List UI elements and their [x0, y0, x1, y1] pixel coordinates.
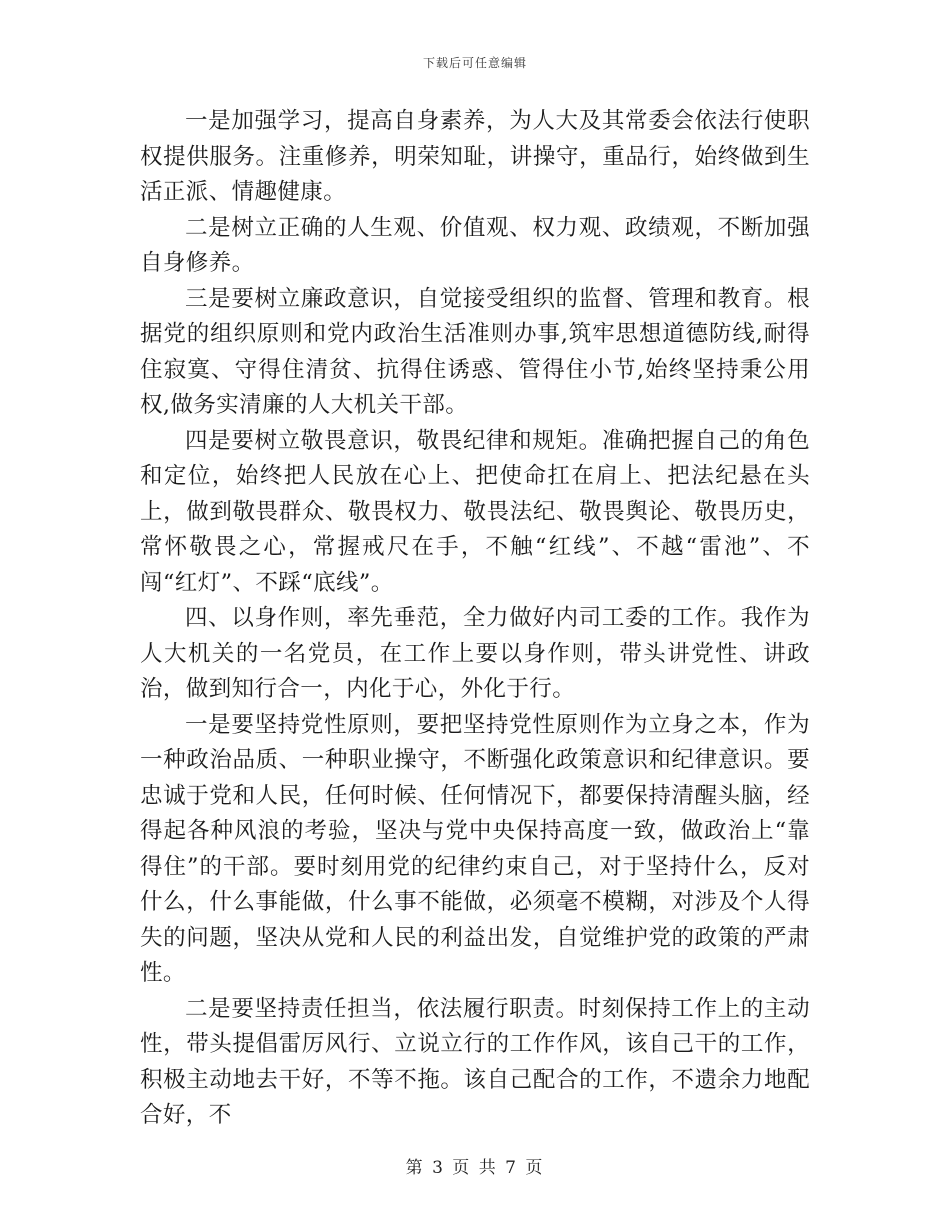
header-note: 下载后可任意编辑 — [422, 56, 527, 70]
paragraph: 一是加强学习，提高自身素养，为人大及其常委会依法行使职权提供服务。注重修养，明荣知耻，讲操守，重品行，始终做到生活正派、情趣健康。 — [140, 108, 810, 205]
paragraph: 二是树立正确的人生观、价值观、权力观、政绩观，不断加强自身修养。 — [140, 214, 810, 276]
paragraph: 四、以身作则，率先垂范，全力做好内司工委的工作。我作为人大机关的一名党员，在工作上要以身作则，带头讲党性、讲政治，做到知行合一，内化于心，外化于行。 — [140, 605, 810, 702]
paragraph: 一是要坚持党性原则，要把坚持党性原则作为立身之本，作为一种政治品质、一种职业操守，不断强化政策意识和纪律意识。要忠诚于党和人民，任何时候、任何情况下，都要保持清醒头脑，经得起各种风浪的考验，坚决与党中央保持高度一致，做政治上“靠得住”的干部。要时刻用党的纪律约束自己，对于坚持什么，反对什么，什么事能做，什么事不能做，必须毫不模糊，对涉及个人得失的问题，坚决从党和人民的利益出发，自觉维护党的政策的严肃性。 — [140, 711, 810, 986]
paragraph: 二是要坚持责任担当，依法履行职责。时刻保持工作上的主动性，带头提倡雷厉风行、立说立行的工作作风，该自己干的工作，积极主动地去干好，不等不拖。该自己配合的工作，不遗余力地配合好，不 — [140, 995, 810, 1128]
page-number-footer: 第 3 页 共 7 页 — [405, 1158, 545, 1178]
document-body — [140, 104, 810, 1134]
paragraph: 四是要树立敬畏意识，敬畏纪律和规矩。准确把握自己的角色和定位，始终把人民放在心上、把使命扛在肩上、把法纪悬在头上，做到敬畏群众、敬畏权力、敬畏法纪、敬畏舆论、敬畏历史，常怀敬畏之心，常握戒尺在手，不触“红线”、不越“雷池”、不闯“红灯”、不踩“底线”。 — [140, 427, 810, 596]
paragraph: 三是要树立廉政意识，自觉接受组织的监督、管理和教育。根据党的组织原则和党内政治生活准则办事,筑牢思想道德防线,耐得住寂寞、守得住清贫、抗得住诱惑、管得住小节,始终坚持秉公用权,做务实清廉的人大机关干部。 — [140, 285, 810, 418]
